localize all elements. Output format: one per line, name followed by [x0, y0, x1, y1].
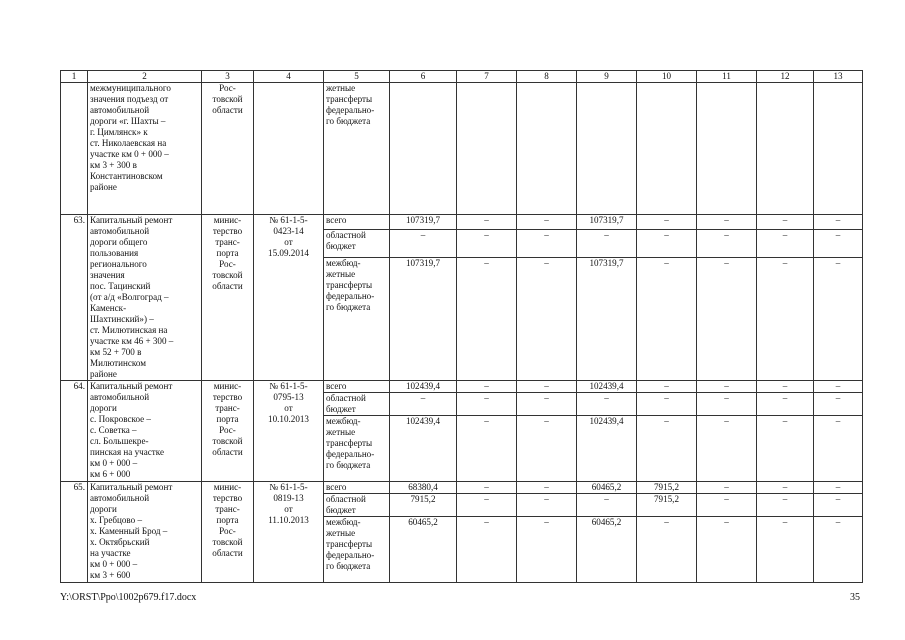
organization-cell: минис- терство транс- порта Рос- товской области [202, 215, 254, 381]
value-cell: – [577, 229, 637, 257]
value-cell: 102439,4 [390, 381, 457, 393]
value-cell: – [517, 517, 577, 583]
funding-source-cell: областной бюджет [324, 494, 390, 517]
table-row [61, 381, 863, 393]
table-row [61, 482, 863, 494]
funding-source-cell: всего [324, 381, 390, 393]
funding-source-cell: межбюд- жетные трансферты федерально- го бюджета [324, 416, 390, 482]
document-cell [254, 83, 324, 215]
value-cell: – [517, 258, 577, 381]
table-row [61, 215, 863, 230]
value-cell: – [814, 494, 863, 517]
organization-cell: Рос- товской области [202, 83, 254, 215]
value-cell: – [390, 393, 457, 416]
column-number: 10 [637, 71, 697, 83]
value-cell [390, 83, 457, 215]
value-cell: – [814, 381, 863, 393]
funding-source-cell: жетные трансферты федерально- го бюджета [324, 83, 390, 215]
file-path: Y:\ORST\Ppo\1002p679.f17.docx [60, 592, 197, 603]
value-cell: – [517, 416, 577, 482]
column-number: 13 [814, 71, 863, 83]
value-cell: – [697, 229, 757, 257]
funding-source-cell: межбюд- жетные трансферты федерально- го бюджета [324, 517, 390, 583]
value-cell: – [814, 258, 863, 381]
value-cell [637, 83, 697, 215]
value-cell: – [814, 393, 863, 416]
value-cell: 102439,4 [390, 416, 457, 482]
value-cell: – [457, 482, 517, 494]
value-cell: – [814, 517, 863, 583]
row-number-cell: 64. [61, 381, 88, 482]
column-number: 11 [697, 71, 757, 83]
value-cell: 107319,7 [390, 215, 457, 230]
value-cell: 102439,4 [577, 416, 637, 482]
column-number: 3 [202, 71, 254, 83]
row-number-cell [61, 83, 88, 215]
value-cell: 107319,7 [577, 215, 637, 230]
value-cell: – [757, 381, 814, 393]
value-cell: – [814, 215, 863, 230]
value-cell: 60465,2 [577, 517, 637, 583]
column-number: 5 [324, 71, 390, 83]
value-cell [577, 83, 637, 215]
value-cell: – [637, 517, 697, 583]
object-name-cell: Капитальный ремонт автомобильной дороги с. Покровское – с. Советка – сл. Большекре- пинская на участке км 0 + 000 – км 6 + 000 [88, 381, 202, 482]
value-cell: – [517, 482, 577, 494]
value-cell: – [637, 258, 697, 381]
value-cell: – [757, 517, 814, 583]
funding-source-cell: всего [324, 215, 390, 230]
organization-cell: минис- терство транс- порта Рос- товской области [202, 381, 254, 482]
value-cell: 107319,7 [390, 258, 457, 381]
object-name-cell: Капитальный ремонт автомобильной дороги общего пользования регионального значения пос. Тацинский (от а/д «Волгоград – Каменск- Шахтинский») – ст. Милютинская на участке км 46 + 300 – км 52 + 700 в Милютинском районе [88, 215, 202, 381]
value-cell: 7915,2 [637, 482, 697, 494]
value-cell: – [457, 494, 517, 517]
value-cell: – [517, 215, 577, 230]
object-name-cell: Капитальный ремонт автомобильной дороги х. Гребцово – х. Каменный Брод – х. Октябрьский на участке км 0 + 000 – км 3 + 600 [88, 482, 202, 583]
value-cell: 60465,2 [390, 517, 457, 583]
value-cell: – [697, 482, 757, 494]
value-cell: – [757, 229, 814, 257]
value-cell: – [457, 381, 517, 393]
funding-source-cell: областной бюджет [324, 393, 390, 416]
value-cell [814, 83, 863, 215]
value-cell: – [814, 416, 863, 482]
value-cell: 68380,4 [390, 482, 457, 494]
value-cell: – [457, 416, 517, 482]
organization-cell: минис- терство транс- порта Рос- товской области [202, 482, 254, 583]
column-number-row [61, 71, 863, 83]
value-cell: 107319,7 [577, 258, 637, 381]
value-cell: – [517, 393, 577, 416]
value-cell: – [517, 381, 577, 393]
value-cell: – [457, 215, 517, 230]
value-cell: – [517, 494, 577, 517]
value-cell: – [637, 229, 697, 257]
value-cell: – [814, 482, 863, 494]
budget-table [60, 70, 863, 583]
value-cell: – [457, 393, 517, 416]
value-cell [457, 83, 517, 215]
value-cell: – [457, 258, 517, 381]
value-cell: – [757, 393, 814, 416]
value-cell: 7915,2 [390, 494, 457, 517]
value-cell: 7915,2 [637, 494, 697, 517]
column-number: 6 [390, 71, 457, 83]
value-cell: – [757, 416, 814, 482]
value-cell: – [637, 215, 697, 230]
value-cell [757, 83, 814, 215]
column-number: 7 [457, 71, 517, 83]
value-cell: – [697, 215, 757, 230]
object-name-cell: межмуниципального значения подъезд от автомобильной дороги «г. Шахты – г. Цимлянск» к ст. Николаевская на участке км 0 + 000 – км 3 + 300 в Константиновском районе [88, 83, 202, 215]
document-cell: № 61-1-5- 0795-13 от 10.10.2013 [254, 381, 324, 482]
value-cell: – [697, 517, 757, 583]
column-number: 9 [577, 71, 637, 83]
value-cell: – [390, 229, 457, 257]
value-cell: – [637, 393, 697, 416]
row-number-cell: 65. [61, 482, 88, 583]
value-cell: – [697, 393, 757, 416]
value-cell: – [697, 381, 757, 393]
column-number: 12 [757, 71, 814, 83]
value-cell: – [637, 381, 697, 393]
row-number-cell: 63. [61, 215, 88, 381]
value-cell: – [757, 494, 814, 517]
value-cell: – [814, 229, 863, 257]
document-cell: № 61-1-5- 0819-13 от 11.10.2013 [254, 482, 324, 583]
funding-source-cell: всего [324, 482, 390, 494]
value-cell: – [697, 494, 757, 517]
value-cell: – [757, 215, 814, 230]
value-cell: – [757, 482, 814, 494]
value-cell: – [637, 416, 697, 482]
page-number: 35 [850, 592, 860, 603]
funding-source-cell: межбюд- жетные трансферты федерально- го бюджета [324, 258, 390, 381]
document-cell: № 61-1-5- 0423-14 от 15.09.2014 [254, 215, 324, 381]
value-cell: – [577, 393, 637, 416]
value-cell: – [457, 517, 517, 583]
value-cell: – [577, 494, 637, 517]
continuation-row [61, 83, 863, 215]
column-number: 4 [254, 71, 324, 83]
value-cell [697, 83, 757, 215]
value-cell: – [457, 229, 517, 257]
value-cell: 102439,4 [577, 381, 637, 393]
column-number: 2 [88, 71, 202, 83]
value-cell: – [697, 416, 757, 482]
value-cell: – [697, 258, 757, 381]
value-cell [517, 83, 577, 215]
funding-source-cell: областной бюджет [324, 229, 390, 257]
value-cell: 60465,2 [577, 482, 637, 494]
value-cell: – [757, 258, 814, 381]
column-number: 8 [517, 71, 577, 83]
value-cell: – [517, 229, 577, 257]
column-number: 1 [61, 71, 88, 83]
